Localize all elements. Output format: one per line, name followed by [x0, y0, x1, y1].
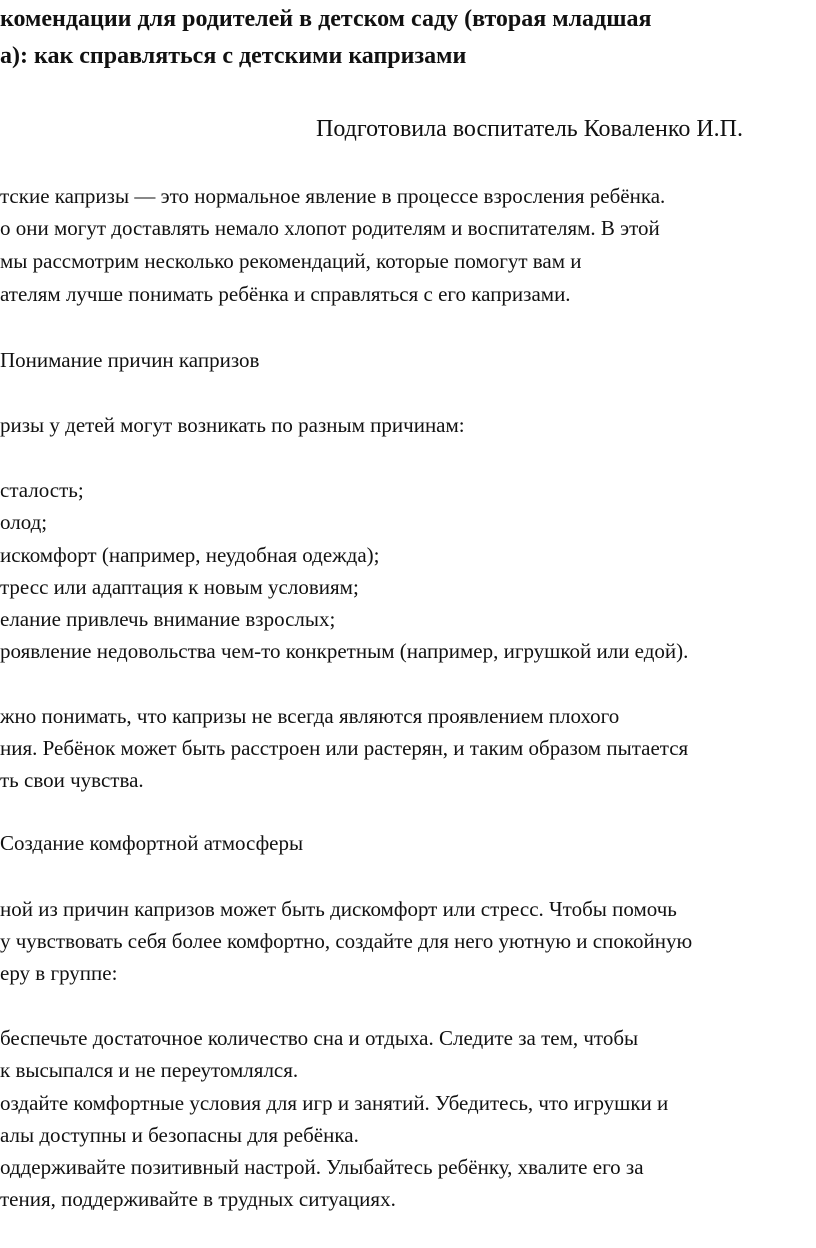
tip-line: оддерживайте позитивный настрой. Улыбайтесь ребёнку, хвалите его за: [0, 1155, 644, 1179]
section1-heading: Понимание причин капризов: [0, 348, 260, 372]
intro-line-3: мы рассмотрим несколько рекомендаций, которые помогут вам и: [0, 249, 582, 273]
document-title-line-1: комендации для родителей в детском саду (вторая младшая: [0, 6, 652, 32]
cause-item: искомфорт (например, неудобная одежда);: [0, 543, 380, 567]
cause-item: роявление недовольства чем-то конкретным (например, игрушкой или едой).: [0, 639, 689, 663]
tip-line: беспечьте достаточное количество сна и отдыха. Следите за тем, чтобы: [0, 1026, 639, 1050]
section2-intro-line-1: ной из причин капризов может быть дискомфорт или стресс. Чтобы помочь: [0, 897, 677, 921]
tip-line: тения, поддерживайте в трудных ситуациях.: [0, 1187, 396, 1211]
section2-intro-line-2: у чувствовать себя более комфортно, создайте для него уютную и спокойную: [0, 929, 693, 953]
document-title-line-2: а): как справляться с детскими капризами: [0, 43, 467, 69]
tip-line: оздайте комфортные условия для игр и занятий. Убедитесь, что игрушки и: [0, 1091, 669, 1115]
section1-note-line-3: ть свои чувства.: [0, 768, 144, 792]
intro-line-1: тские капризы — это нормальное явление в процессе взросления ребёнка.: [0, 184, 666, 208]
section1-intro: ризы у детей могут возникать по разным причинам:: [0, 413, 465, 437]
tip-line: к высыпался и не переутомлялся.: [0, 1058, 299, 1082]
cause-item: сталость;: [0, 478, 84, 502]
intro-line-4: ателям лучше понимать ребёнка и справляться с его капризами.: [0, 282, 571, 306]
intro-line-2: о они могут доставлять немало хлопот родителям и воспитателям. В этой: [0, 216, 660, 240]
section1-note-line-2: ния. Ребёнок может быть расстроен или растерян, и таким образом пытается: [0, 736, 689, 760]
section2-heading: Создание комфортной атмосферы: [0, 831, 304, 855]
cause-item: олод;: [0, 510, 48, 534]
section2-intro-line-3: еру в группе:: [0, 961, 118, 985]
author-line: Подготовила воспитатель Коваленко И.П.: [316, 116, 744, 142]
cause-item: елание привлечь внимание взрослых;: [0, 607, 336, 631]
tip-line: алы доступны и безопасны для ребёнка.: [0, 1123, 359, 1147]
section1-note-line-1: жно понимать, что капризы не всегда являются проявлением плохого: [0, 704, 620, 728]
cause-item: тресс или адаптация к новым условиям;: [0, 575, 359, 599]
